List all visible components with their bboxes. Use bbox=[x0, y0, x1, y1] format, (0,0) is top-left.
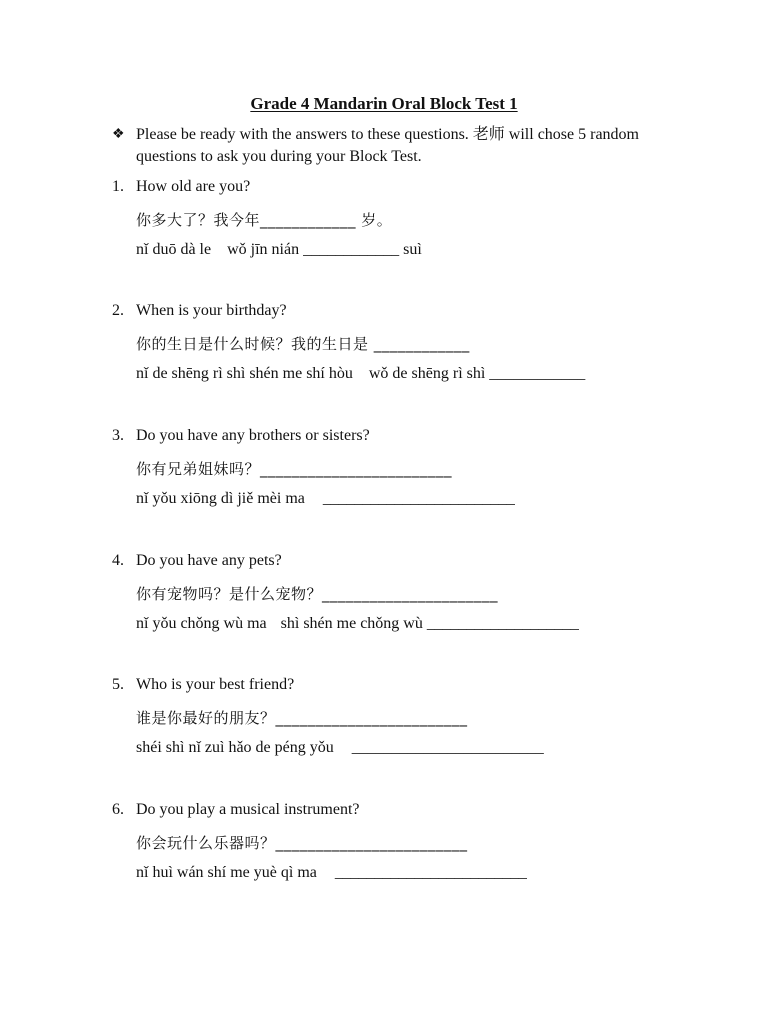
answer-pinyin-blank: ________________________ bbox=[351, 739, 544, 756]
answer-pinyin-blank: ________________________ bbox=[334, 864, 527, 881]
question-chinese: 你的生日是什么时候？我的生日是 ____________ bbox=[136, 335, 470, 353]
question-number: 3. bbox=[112, 427, 124, 444]
question-chinese: 谁是你最好的朋友？________________________ bbox=[136, 709, 468, 727]
question-pinyin: nǐ yǒu xiōng dì jiě mèi ma bbox=[136, 490, 305, 507]
question-chinese: 你有宠物吗？是什么宠物？______________________ bbox=[136, 585, 499, 603]
question-english: How old are you? bbox=[136, 178, 251, 195]
question-pinyin: nǐ de shēng rì shì shén me shí hòu bbox=[136, 365, 353, 382]
page-title: Grade 4 Mandarin Oral Block Test 1 bbox=[250, 94, 518, 113]
question-pinyin: nǐ duō dà le bbox=[136, 241, 212, 258]
question-english: Do you play a musical instrument? bbox=[136, 801, 360, 818]
question-pinyin: nǐ huì wán shí me yuè qì ma bbox=[136, 864, 317, 881]
answer-pinyin-blank: ________________________ bbox=[322, 490, 515, 507]
question-number: 5. bbox=[112, 676, 124, 693]
question-pinyin: shéi shì nǐ zuì hǎo de péng yǒu bbox=[136, 739, 334, 756]
instructions-text: Please be ready with the answers to these questions. 老师 will chose 5 random questions to ask you during your Block Test. bbox=[136, 126, 640, 165]
question-chinese: 你有兄弟姐妹吗？________________________ bbox=[136, 460, 453, 478]
question-english: Do you have any pets? bbox=[136, 552, 282, 569]
question-number: 6. bbox=[112, 801, 124, 818]
question-number: 2. bbox=[112, 302, 124, 319]
question-number: 4. bbox=[112, 552, 124, 569]
question-chinese: 你会玩什么乐器吗？________________________ bbox=[136, 834, 468, 852]
question-number: 1. bbox=[112, 178, 124, 195]
question-english: Do you have any brothers or sisters? bbox=[136, 427, 370, 444]
instructions bbox=[112, 124, 652, 168]
question-english: Who is your best friend? bbox=[136, 676, 295, 693]
answer-pinyin-blank: wǒ de shēng rì shì ____________ bbox=[368, 365, 586, 382]
question-pinyin: nǐ yǒu chǒng wù ma bbox=[136, 615, 267, 632]
question-chinese: 你多大了？我今年____________ 岁。 bbox=[136, 211, 393, 229]
question-english: When is your birthday? bbox=[136, 302, 287, 319]
answer-pinyin-blank: wǒ jīn nián ____________ suì bbox=[227, 241, 422, 258]
diamond-bullet-icon: ❖ bbox=[112, 127, 125, 142]
answer-pinyin-blank: shì shén me chǒng wù ___________________ bbox=[280, 615, 579, 632]
